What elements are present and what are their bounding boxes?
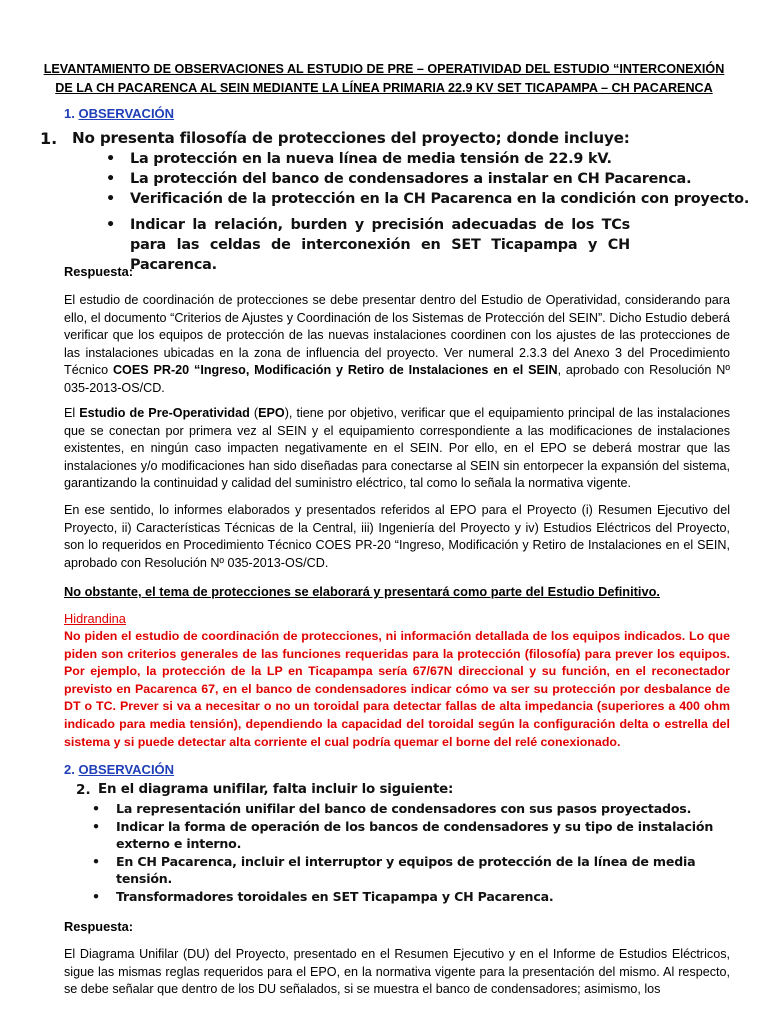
bullet-icon: •: [92, 801, 100, 816]
observation-2-number: 2.: [64, 762, 75, 777]
response-2-label: Respuesta:: [64, 919, 133, 934]
list-item: • En CH Pacarenca, incluir el interruptor y equipos de protección de la línea de media: [92, 853, 696, 869]
list-item: externo e interno.: [116, 836, 242, 851]
scan-2-list: [92, 800, 714, 905]
observation-2-scanned-excerpt: [76, 782, 736, 902]
document-title: LEVANTAMIENTO DE OBSERVACIONES AL ESTUDIO DE PRE – OPERATIVIDAD DEL ESTUDIO “INTERCONEXIÓN DE LA CH PACARENCA AL SEIN MEDIANTE LA LÍNEA PRIMARIA 22.9 KV SET TICAPAMPA – CH PACARENCA: [43, 62, 725, 95]
observation-1-label: OBSERVACIÓN: [78, 106, 175, 121]
bullet-icon: •: [106, 171, 115, 187]
list-item: tensión.: [116, 871, 173, 886]
bullet-icon: •: [106, 191, 115, 207]
list-item: • Verificación de la protección en la CH Pacarenca en la condición con proyecto.: [106, 191, 750, 207]
response-1-note: No obstante, el tema de protecciones se elaborará y presentará como parte del Estudio Definitivo.: [64, 584, 660, 599]
scan-1-list: [106, 149, 750, 275]
bullet-icon: •: [92, 888, 100, 904]
list-item: • Transformadores toroidales en SET Ticapampa y CH Pacarenca.: [92, 888, 554, 904]
list-item: • La protección en la nueva línea de media tensión de 22.9 kV.: [106, 151, 612, 167]
hidrandina-label: Hidrandina: [64, 611, 126, 626]
list-item: • Indicar la forma de operación de los bancos de condensadores y su tipo de instalación: [92, 818, 714, 834]
bullet-icon: •: [106, 217, 115, 233]
observation-2-heading: [64, 762, 174, 777]
observation-1-number: 1.: [64, 106, 75, 121]
bullet-icon: •: [92, 818, 100, 834]
scan-1-title: No presenta filosofía de protecciones del proyecto; donde incluye:: [72, 129, 630, 147]
response-1-paragraph-3: En ese sentido, lo informes elaborados y presentados referidos al EPO para el Proyecto (i) Resumen Ejecutivo del Proyecto, ii) Características Técnicas de la Central, iii) Ingeniería del Proyecto y iv) Estudios Eléctricos del Proyecto, son lo requeridos en Procedimiento Técnico COES PR-20 “Ingreso, Modificación y Retiro de Instalaciones en el SEIN, aprobado con Resolución Nº 035-2013-OS/CD.: [64, 503, 730, 570]
response-1-label: Respuesta:: [64, 264, 133, 279]
hidrandina-comment: No piden el estudio de coordinación de protecciones, ni información detallada de los equipos indicados. Lo que piden son criterios generales de las funciones requeridas para la protección (filosofía) para prever los equipos. Por ejemplo, la protección de la LP en Ticapampa sería 67/67N direccional y su función, en el reconectador previsto en Pacarenca 67, en el banco de condensadores indicar cómo va ser su protección por desbalance de DT o TC. Prever si va a necesitar o no un toroidal para detectar fallas de alta impedancia (superiores a 400 ohm indicado para media tensión), dependiendo la capacidad del toroidal según la configuración delta o estrella del sistema y si puede detectar alta corriente el cual podría quemar el borne del relé conexionado.: [64, 629, 730, 749]
response-1-paragraph-1: El estudio de coordinación de protecciones se debe presentar dentro del Estudio de Operatividad, considerando para ello, el documento “Criterios de Ajustes y Coordinación de los Sistemas de Protección del SEIN”. Dicho Estudio deberá verificar que los equipos de protección de las nuevas instalaciones coordinen con los ajustes de las protecciones de las instalaciones ubicadas en la zona de influencia del proyecto. Ver numeral 2.3.3 del Anexo 3 del Procedimiento Técnico COES PR-20 “Ingreso, Modificación y Retiro de Instalaciones en el SEIN, aprobado con Resolución Nº 035-2013-OS/CD.: [64, 293, 730, 395]
response-2-paragraph-1: El Diagrama Unifilar (DU) del Proyecto, presentado en el Resumen Ejecutivo y en el Informe de Estudios Eléctricos, sigue las mismas reglas requeridos para el EPO, en la normativa vigente para la presentación del mismo. Al respecto, se debe señalar que dentro de los DU señalados, si se muestra el banco de condensadores; asimismo, los: [64, 947, 730, 997]
bullet-icon: •: [106, 151, 115, 167]
observation-2-label: OBSERVACIÓN: [78, 762, 175, 777]
list-item: • La protección del banco de condensadores a instalar en CH Pacarenca.: [106, 171, 692, 187]
scan-2-number: 2.: [76, 782, 91, 798]
scan-2-title: En el diagrama unifilar, falta incluir lo siguiente:: [98, 782, 454, 797]
observation-1-heading: [64, 106, 174, 121]
list-item: • La representación unifilar del banco de condensadores con sus pasos proyectados.: [92, 801, 692, 816]
response-1-paragraph-2: El Estudio de Pre-Operatividad (EPO), tiene por objetivo, verificar que el equipamiento principal de las instalaciones que se conectan por primera vez al SEIN y el equipamiento correspondiente a las modificaciones de instalaciones existentes, en ningún caso impacten negativamente en el SEIN. Por ello, en el EPO se deberá mostrar que las instalaciones y/o modificaciones han sido diseñadas para conectarse al SEIN sin entorpecer la expansión del sistema, garantizando la continuidad y calidad del suministro eléctrico, tal como lo señala la normativa vigente.: [64, 406, 730, 491]
scan-1-number: 1.: [40, 129, 58, 148]
list-item: • Indicar la relación, burden y precisión adecuadas de los TCs para las celdas de interconexión en SET Ticapampa y CH Pacarenca.: [106, 217, 630, 273]
bullet-icon: •: [92, 853, 100, 869]
